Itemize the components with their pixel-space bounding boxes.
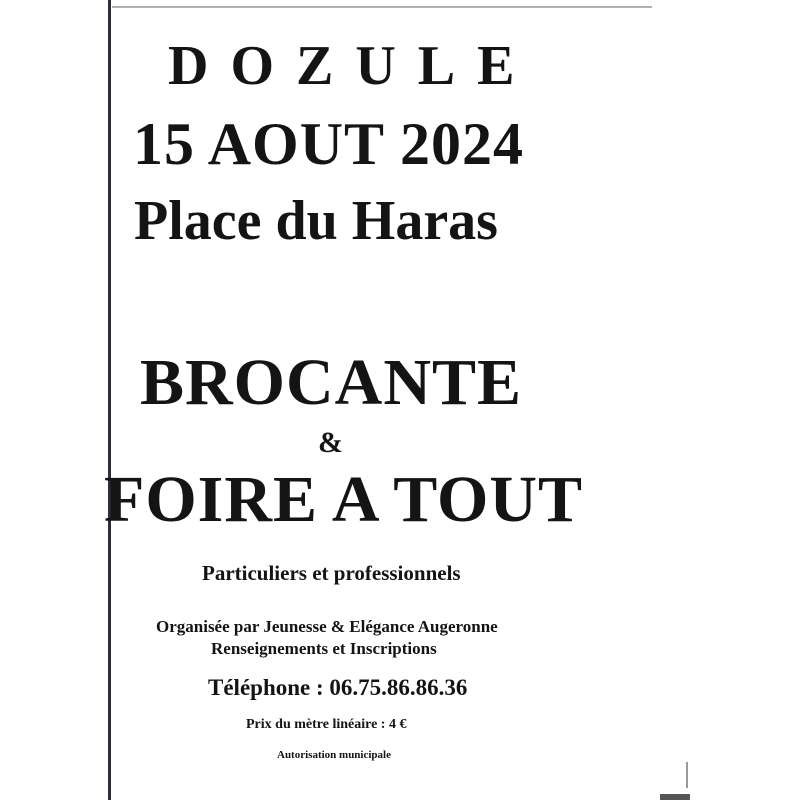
- page-top-edge: [112, 6, 652, 8]
- info-text: Renseignements et Inscriptions: [211, 639, 437, 658]
- event-date: 15 AOUT 2024: [133, 111, 524, 177]
- event-title-foire: FOIRE A TOUT: [104, 463, 584, 536]
- scan-edge-mark: [686, 762, 688, 788]
- organiser-text: Organisée par Jeunesse & Elégance Augeronne: [156, 617, 498, 636]
- price-text: Prix du mètre linéaire : 4 €: [246, 717, 407, 732]
- title-ampersand: &: [318, 426, 343, 459]
- phone-number: Téléphone : 06.75.86.86.36: [208, 675, 468, 700]
- authorization-text: Autorisation municipale: [277, 749, 391, 761]
- event-location: Place du Haras: [134, 190, 498, 252]
- town-heading: DOZULE: [168, 35, 537, 97]
- audience-text: Particuliers et professionnels: [202, 561, 461, 585]
- event-title-brocante: BROCANTE: [140, 346, 523, 419]
- page-left-edge: [108, 0, 111, 800]
- scan-corner-mark: [660, 794, 690, 800]
